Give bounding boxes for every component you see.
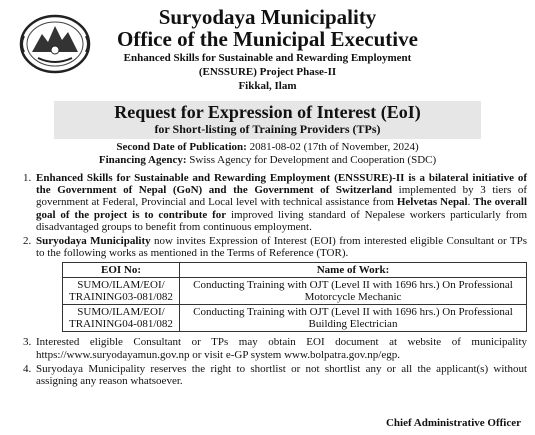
notice-subtitle: for Short-listing of Training Providers (TPs) (154, 122, 381, 136)
work-line2: Building Electrician (308, 318, 398, 331)
eoi-no-cell (63, 305, 180, 332)
notice-items (8, 172, 527, 387)
eoi-no-line2: TRAINING04-081/082 (69, 318, 173, 331)
municipality-name: Suryodaya Municipality (158, 5, 377, 29)
title-band (54, 101, 481, 139)
project-name-line2: (ENSSURE) Project Phase-II (198, 66, 337, 78)
table-row (63, 278, 527, 305)
item2-bold: Suryodaya Municipality (36, 235, 151, 248)
signature-title: Chief Administrative Officer (385, 417, 521, 429)
financing-agency-value: Swiss Agency for Development and Cooperation (SDC) (186, 154, 437, 166)
eoi-no-cell (63, 278, 180, 305)
col-name-of-work: Name of Work: (180, 263, 527, 278)
item1-helvetas: Helvetas Nepal (396, 196, 468, 209)
item1-bold-intro: Enhanced Skills for Sustainable and Rewarding Employment (ENSSURE)-II is a bilateral initiative of the Government of Nepal (GoN) and the Government of Switzerland (36, 172, 527, 197)
notice-title: Request for Expression of Interest (EoI) (114, 102, 421, 122)
eoi-no-line1: SUMO/ILAM/EOI/ (77, 279, 165, 292)
work-cell (180, 305, 527, 332)
work-line2: Motorcycle Mechanic (304, 291, 402, 304)
list-item: 3. Interested eligible Consultant or TPs may obtain EOI document at website of municipality https://www.suryodayamun.gov.np or visit e-GP system www.bolpatra.gov.np/egp. (34, 336, 527, 360)
col-eoi-no: EOI No: (63, 263, 180, 278)
publication-date-value: 2081-08-02 (17th of November, 2024) (246, 141, 419, 153)
notice-header (8, 6, 527, 99)
eoi-table (62, 262, 527, 332)
item1-text: implemented by 3 tiers of government at Federal, Provincial and Local level with technical assistance from (36, 184, 527, 209)
work-line1: Conducting Training with OJT (Level II with 1696 hrs.) On Professional (193, 306, 513, 319)
project-name-line1: Enhanced Skills for Sustainable and Rewarding Employment (123, 52, 412, 64)
item2-text: now invites Expression of Interest (EOI) from interested eligible Consultant or TPs to the following works as mentioned in the Terms of Reference (TOR). (36, 235, 527, 260)
nepal-emblem-icon (18, 12, 92, 74)
list-item (34, 172, 527, 233)
table-header-row (63, 263, 527, 278)
publication-date-label: Second Date of Publication: (116, 141, 247, 153)
work-line1: Conducting Training with OJT (Level II with 1696 hrs.) On Professional (193, 279, 513, 292)
eoi-no-line1: SUMO/ILAM/EOI/ (77, 306, 165, 319)
list-item: 4. Suryodaya Municipality reserves the right to shortlist or not shortlist any or all the applicant(s) without assigning any reason whatsoever. (34, 363, 527, 387)
item1-goal: The overall goal of the project is to contribute for (36, 196, 527, 221)
eoi-no-line2: TRAINING03-081/082 (69, 291, 173, 304)
location: Fikkal, Ilam (238, 80, 297, 92)
list-item (34, 235, 527, 332)
item1-sep: . (467, 196, 474, 209)
office-name: Office of the Municipal Executive (117, 27, 418, 51)
financing-agency-label: Financing Agency: (98, 154, 187, 166)
publication-date (8, 141, 527, 154)
item1-goal-text: improved living standard of Nepalese workers particularly from disadvantaged groups to benefit from continuous employment. (36, 208, 528, 233)
work-cell (180, 278, 527, 305)
table-row (63, 305, 527, 332)
publication-info (8, 141, 527, 167)
financing-agency (8, 154, 527, 167)
